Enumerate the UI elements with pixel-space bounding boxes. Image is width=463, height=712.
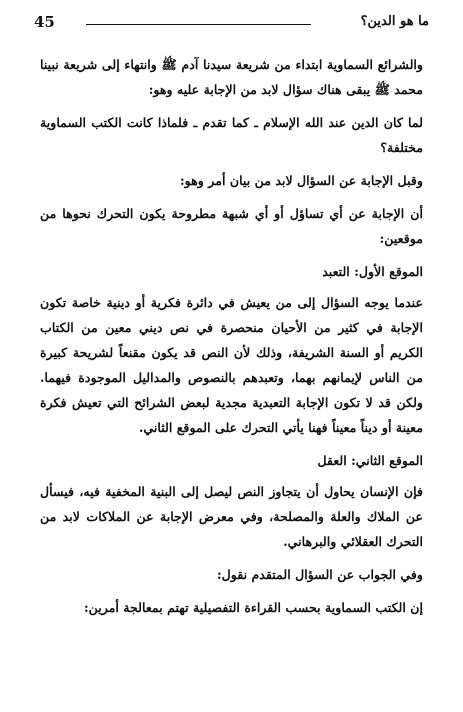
page-body: [40, 52, 423, 620]
question-paragraph: لما كان الدين عند الله الإسلام ـ كما تقدم ـ فلماذا كانت الكتب السماوية مختلفة؟: [40, 115, 423, 155]
paragraph: إن الكتب السماوية بحسب القراءة التفصيلية تهتم بمعالجة أمرين:: [83, 600, 423, 615]
paragraph: وقبل الإجابة عن السؤال لابد من بيان أمر وهو:: [180, 173, 423, 188]
paragraph: أن الإجابة عن أي تساؤل أو أي شبهة مطروحة يكون التحرك نحوها من موقعين:: [40, 206, 423, 246]
section-heading-first-position: الموقع الأول: التعبد: [322, 264, 423, 279]
paragraph: عندما يوجه السؤال إلى من يعيش في دائرة فكرية أو دينية خاصة تكون الإجابة في كثير من الأحيان منحصرة في نص ديني معين من الكتاب الكريم أو السنة الشريفة، وذلك لأن النص قد يكون مقنعاً لشريحة كبيرة من الناس لإيمانهم بهما، وتعبدهم بالنصوص والمداليل الموجودة فيهما. ولكن قد لا تكون الإجابة التعبدية مجدية لبعض الشرائح التي تعيش فكرة معينة أو ديناً معيناً فهنا يأتي التحرك على الموقع الثاني.: [40, 295, 423, 435]
running-title: ما هو الدين؟: [360, 14, 429, 29]
paragraph: فإن الإنسان يحاول أن يتجاوز النص ليصل إلى البنية المخفية فيه، فيسأل عن الملاك والعلة والمصلحة، وفي معرض الإجابة عن الملاكات لابد من التحرك العقلائي والبرهاني.: [40, 484, 423, 549]
section-heading-second-position: الموقع الثاني: العقل: [317, 453, 423, 468]
running-header: [34, 10, 429, 34]
page-number: 45: [34, 13, 55, 31]
paragraph: والشرائع السماوية ابتداء من شريعة سيدنا آدم ﷺ وانتهاء إلى شريعة نبينا محمد ﷺ يبقى هناك سؤال لابد من الإجابة عليه وهو:: [40, 57, 423, 97]
header-rule: [86, 24, 311, 25]
paragraph: وفي الجواب عن السؤال المتقدم نقول:: [216, 567, 423, 582]
